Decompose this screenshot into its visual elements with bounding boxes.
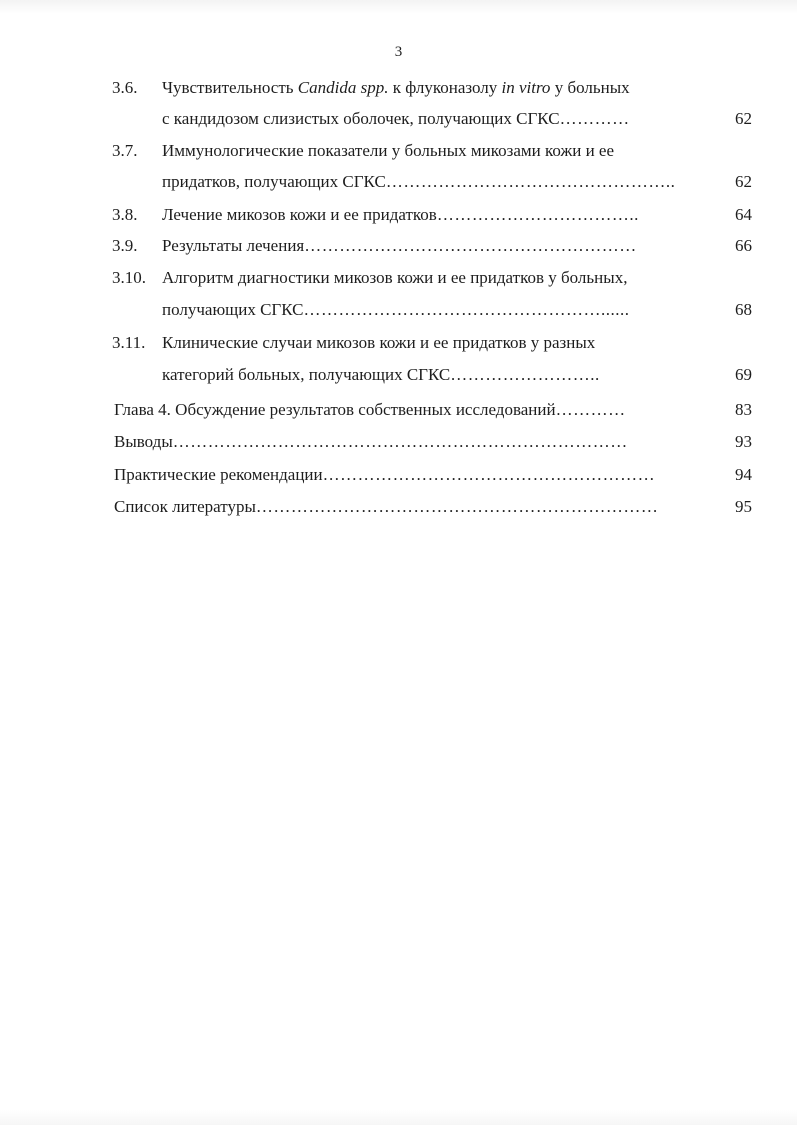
toc-entry-title: Лечение микозов кожи и ее придатков…………………………….. — [162, 205, 639, 224]
leader-dots: …………………………….. — [436, 205, 639, 224]
leader-dots: …………………………………………………………… — [255, 497, 659, 516]
leader-dots: …………………….. — [450, 365, 600, 384]
toc-entry-number: 3.7. — [112, 141, 138, 160]
toc-entry-page: 69 — [735, 365, 752, 384]
toc-entry-3-6-line2 — [0, 107, 797, 131]
toc-entry-title: Список литературы…………………………………………………………… — [114, 497, 659, 516]
toc-entry-title: Клинические случаи микозов кожи и ее придатков у разных — [162, 333, 596, 352]
leader-dots: ………… — [559, 109, 630, 128]
toc-entry-number: 3.9. — [112, 236, 138, 255]
toc-entry-number: 3.8. — [112, 205, 138, 224]
toc-entry-page: 83 — [735, 400, 752, 419]
toc-entry-conclusions — [0, 430, 797, 454]
toc-entry-3-6-line1 — [0, 76, 797, 100]
toc-entry-title-cont: получающих СГКС……………………………………………...... — [162, 300, 630, 319]
toc-entry-title: Чувствительность Candida spp. к флуконазолу in vitro у больных — [162, 78, 630, 97]
toc-entry-page: 95 — [735, 497, 752, 516]
toc-entry-title: Иммунологические показатели у больных микозами кожи и ее — [162, 141, 615, 160]
toc-entry-title: Глава 4. Обсуждение результатов собственных исследований………… — [114, 400, 626, 419]
toc-entry-title-cont: с кандидозом слизистых оболочек, получающих СГКС………… — [162, 109, 630, 128]
toc-entry-3-10-line1 — [0, 266, 797, 290]
leader-dots: ………………………………………………… — [304, 236, 637, 255]
toc-entry-3-7-line1 — [0, 139, 797, 163]
toc-entry-number: 3.10. — [112, 268, 146, 287]
toc-entry-3-8 — [0, 203, 797, 227]
toc-entry-title: Практические рекомендации………………………………………………… — [114, 465, 656, 484]
leader-dots: …………………………………………………………………… — [172, 432, 628, 451]
toc-entry-page: 93 — [735, 432, 752, 451]
toc-entry-page: 62 — [735, 109, 752, 128]
toc-entry-page: 68 — [735, 300, 752, 319]
leader-dots: ………………………………………….. — [385, 172, 676, 191]
toc-entry-number: 3.6. — [112, 78, 138, 97]
toc-entry-3-10-line2 — [0, 298, 797, 322]
toc-entry-page: 62 — [735, 172, 752, 191]
toc-entry-title-cont: придатков, получающих СГКС………………………………………….. — [162, 172, 676, 191]
toc-entry-title-cont: категорий больных, получающих СГКС…………………….. — [162, 365, 600, 384]
toc-entry-page: 94 — [735, 465, 752, 484]
toc-entry-3-9 — [0, 234, 797, 258]
toc-entry-references — [0, 495, 797, 519]
toc-entry-title: Результаты лечения………………………………………………… — [162, 236, 637, 255]
leader-dots: ………………………………………………… — [322, 465, 656, 484]
toc-entry-3-11-line1 — [0, 331, 797, 355]
toc-entry-recommendations — [0, 463, 797, 487]
toc-entry-3-11-line2 — [0, 363, 797, 387]
toc-entry-3-7-line2 — [0, 170, 797, 194]
toc-entry-title: Выводы…………………………………………………………………… — [114, 432, 628, 451]
toc-entry-chapter-4 — [0, 398, 797, 422]
toc-entry-title: Алгоритм диагностики микозов кожи и ее придатков у больных, — [162, 268, 628, 287]
toc-entry-page: 64 — [735, 205, 752, 224]
toc-entry-page: 66 — [735, 236, 752, 255]
toc-entry-number: 3.11. — [112, 333, 146, 352]
leader-dots: ……………………………………………...... — [303, 300, 630, 319]
page-number: 3 — [394, 44, 403, 60]
leader-dots: ………… — [555, 400, 626, 419]
